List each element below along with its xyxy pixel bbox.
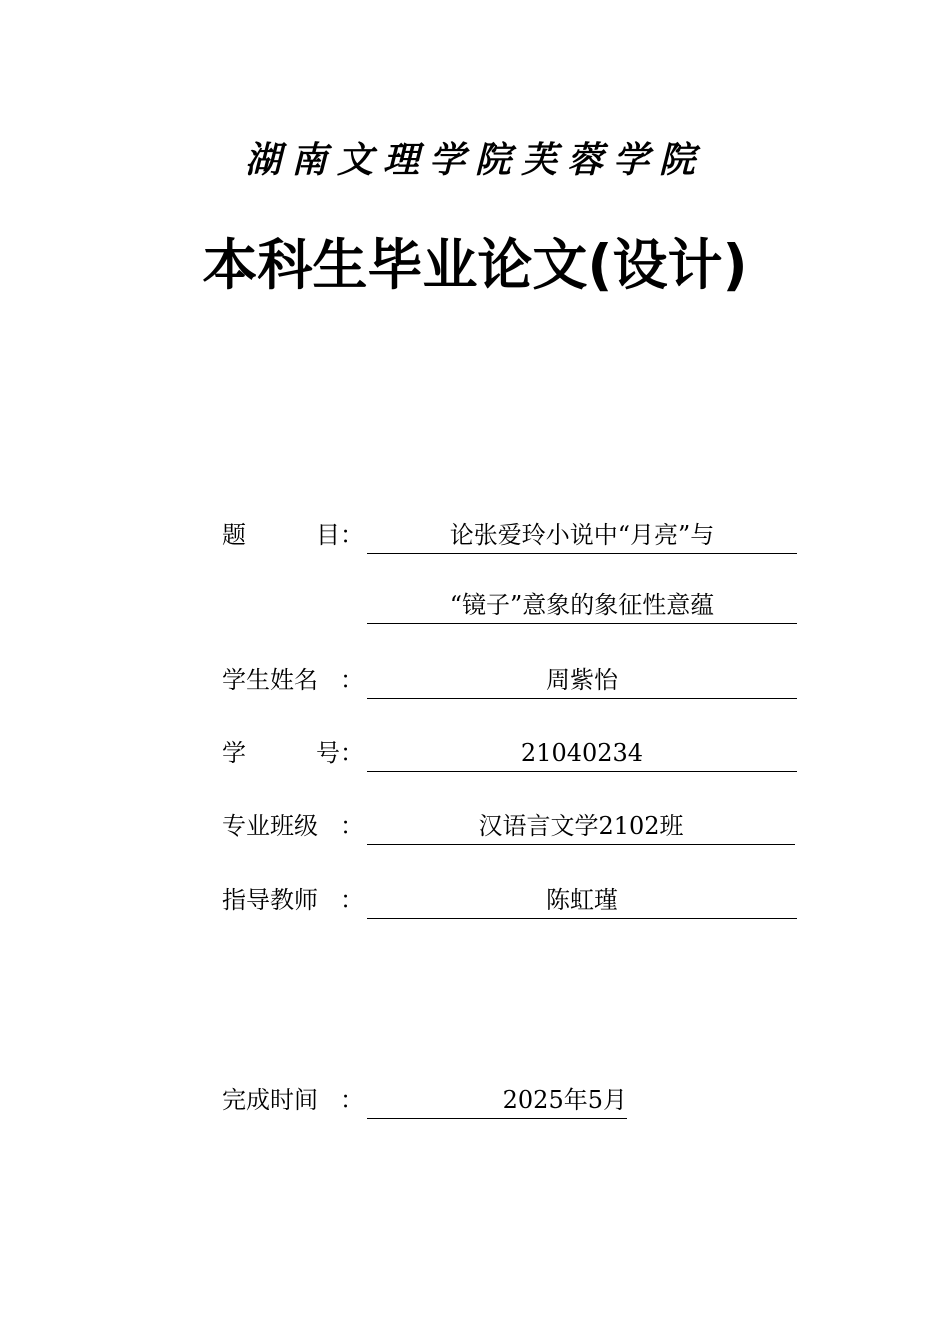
field-title-value-line1: 论张爱玲小说中“月亮”与 <box>367 515 797 554</box>
field-completion-time-value: 2025年5月 <box>367 1080 627 1119</box>
field-title-colon: ： <box>340 521 364 549</box>
field-student-id-colon: ： <box>340 739 364 767</box>
field-advisor-value: 陈虹瑾 <box>367 880 797 919</box>
field-completion-time-label: 完成时间 <box>222 1086 318 1114</box>
institution-name: 湖南文理学院芙蓉学院 <box>244 139 705 181</box>
field-student-name-value: 周紫怡 <box>367 660 797 699</box>
field-student-name-label: 学生姓名 <box>222 666 318 694</box>
field-title-value-line2: “镜子”意象的象征性意蕴 <box>367 585 797 624</box>
field-title-label-char-2: 目 <box>316 521 340 549</box>
field-major-class-label: 专业班级 <box>222 812 318 840</box>
field-student-id-value: 21040234 <box>367 733 797 772</box>
field-title-label <box>222 515 340 555</box>
field-student-id-label-char-1: 学 <box>222 739 246 767</box>
field-advisor-colon: ： <box>340 886 364 914</box>
field-advisor-label: 指导教师 <box>222 886 318 914</box>
field-major-class-value: 汉语言文学2102班 <box>367 806 795 845</box>
field-student-id-label-char-2: 号 <box>316 739 340 767</box>
document-title: 本科生毕业论文(设计) <box>202 233 748 297</box>
field-student-name-colon: ： <box>340 666 364 694</box>
field-major-class-colon: ： <box>340 812 364 840</box>
field-student-id-label <box>222 733 340 773</box>
field-title-label-char-1: 题 <box>222 521 246 549</box>
field-completion-time-colon: ： <box>340 1086 364 1114</box>
